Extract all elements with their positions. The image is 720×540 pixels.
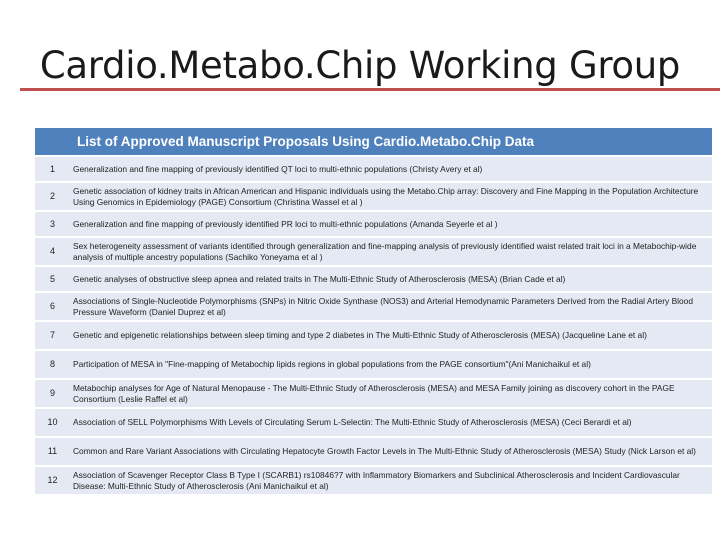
row-number: 4: [35, 238, 70, 265]
table-row: [35, 322, 712, 349]
table-row: [35, 438, 712, 465]
row-number: 10: [35, 409, 70, 436]
table-header-title: List of Approved Manuscript Proposals Using Cardio.Metabo.Chip Data: [70, 128, 712, 155]
proposals-table: [35, 126, 712, 496]
row-description: Genetic analyses of obstructive sleep apnea and related traits in The Multi-Ethnic Study of Atherosclerosis (MESA) (Brian Cade et al): [70, 267, 712, 291]
row-description: Association of Scavenger Receptor Class B Type I (SCARB1) rs10846?7 with Inflammatory Biomarkers and Subclinical Atherosclerosis and Incident Cardiovascular Disease: Multi-Ethnic Study of Atherosclerosis (Ani Manichaikul et al): [70, 467, 712, 494]
table-row: [35, 157, 712, 181]
table-row: [35, 467, 712, 494]
row-number: 1: [35, 157, 70, 181]
table-row: [35, 267, 712, 291]
table-row: [35, 380, 712, 407]
row-description: Common and Rare Variant Associations with Circulating Hepatocyte Growth Factor Levels in The Multi-Ethnic Study of Atherosclerosis (MESA) Study (Nick Larson et al): [70, 438, 712, 465]
row-number: 5: [35, 267, 70, 291]
table-row: [35, 238, 712, 265]
table-row: [35, 351, 712, 378]
row-number: 12: [35, 467, 70, 494]
row-number: 8: [35, 351, 70, 378]
row-number: 7: [35, 322, 70, 349]
table-row: [35, 293, 712, 320]
row-description: Genetic association of kidney traits in African American and Hispanic individuals using the Metabo.Chip array: Discovery and Fine Mapping in the Population Architecture Using Genomics in Epidemiology (PAGE) Consortium (Christina Wassel et al ): [70, 183, 712, 210]
row-description: Generalization and fine mapping of previously identified QT loci to multi-ethnic populations (Christy Avery et al): [70, 157, 712, 181]
table-header-row: [35, 128, 712, 155]
row-number: 3: [35, 212, 70, 236]
table-row: [35, 409, 712, 436]
row-description: Associations of Single-Nucleotide Polymorphisms (SNPs) in Nitric Oxide Synthase (NOS3) and Arterial Hemodynamic Parameters Derived from the Radial Artery Blood Pressure Waveform (Daniel Duprez et al): [70, 293, 712, 320]
title-divider: [20, 88, 720, 91]
table-row: [35, 212, 712, 236]
slide-title: Cardio.Metabo.Chip Working Group: [39, 44, 681, 87]
row-number: 6: [35, 293, 70, 320]
row-number: 11: [35, 438, 70, 465]
row-description: Genetic and epigenetic relationships between sleep timing and type 2 diabetes in The Multi-Ethnic Study of Atherosclerosis (MESA) (Jacqueline Lane et al): [70, 322, 712, 349]
row-description: Participation of MESA in "Fine-mapping of Metabochip lipids regions in global populations from the PAGE consortium"(Ani Manichaikul et al): [70, 351, 712, 378]
row-number: 9: [35, 380, 70, 407]
row-description: Metabochip analyses for Age of Natural Menopause - The Multi-Ethnic Study of Atherosclerosis (MESA) and MESA Family joining as discovery cohort in the PAGE Consortium (Leslie Raffel et al): [70, 380, 712, 407]
row-description: Generalization and fine mapping of previously identified PR loci to multi-ethnic populations (Amanda Seyerle et al ): [70, 212, 712, 236]
table-row: [35, 183, 712, 210]
row-description: Association of SELL Polymorphisms With Levels of Circulating Serum L-Selectin: The Multi-Ethnic Study of Atherosclerosis (MESA) (Ceci Berardi et al): [70, 409, 712, 436]
row-description: Sex heterogeneity assessment of variants identified through generalization and fine-mapping analysis of previously identified waist related trait loci in a Metabochip-wide analysis of multiple ancestry populations (Sachiko Yoneyama et al ): [70, 238, 712, 265]
row-number: 2: [35, 183, 70, 210]
table-header-number-cell: [35, 128, 70, 155]
